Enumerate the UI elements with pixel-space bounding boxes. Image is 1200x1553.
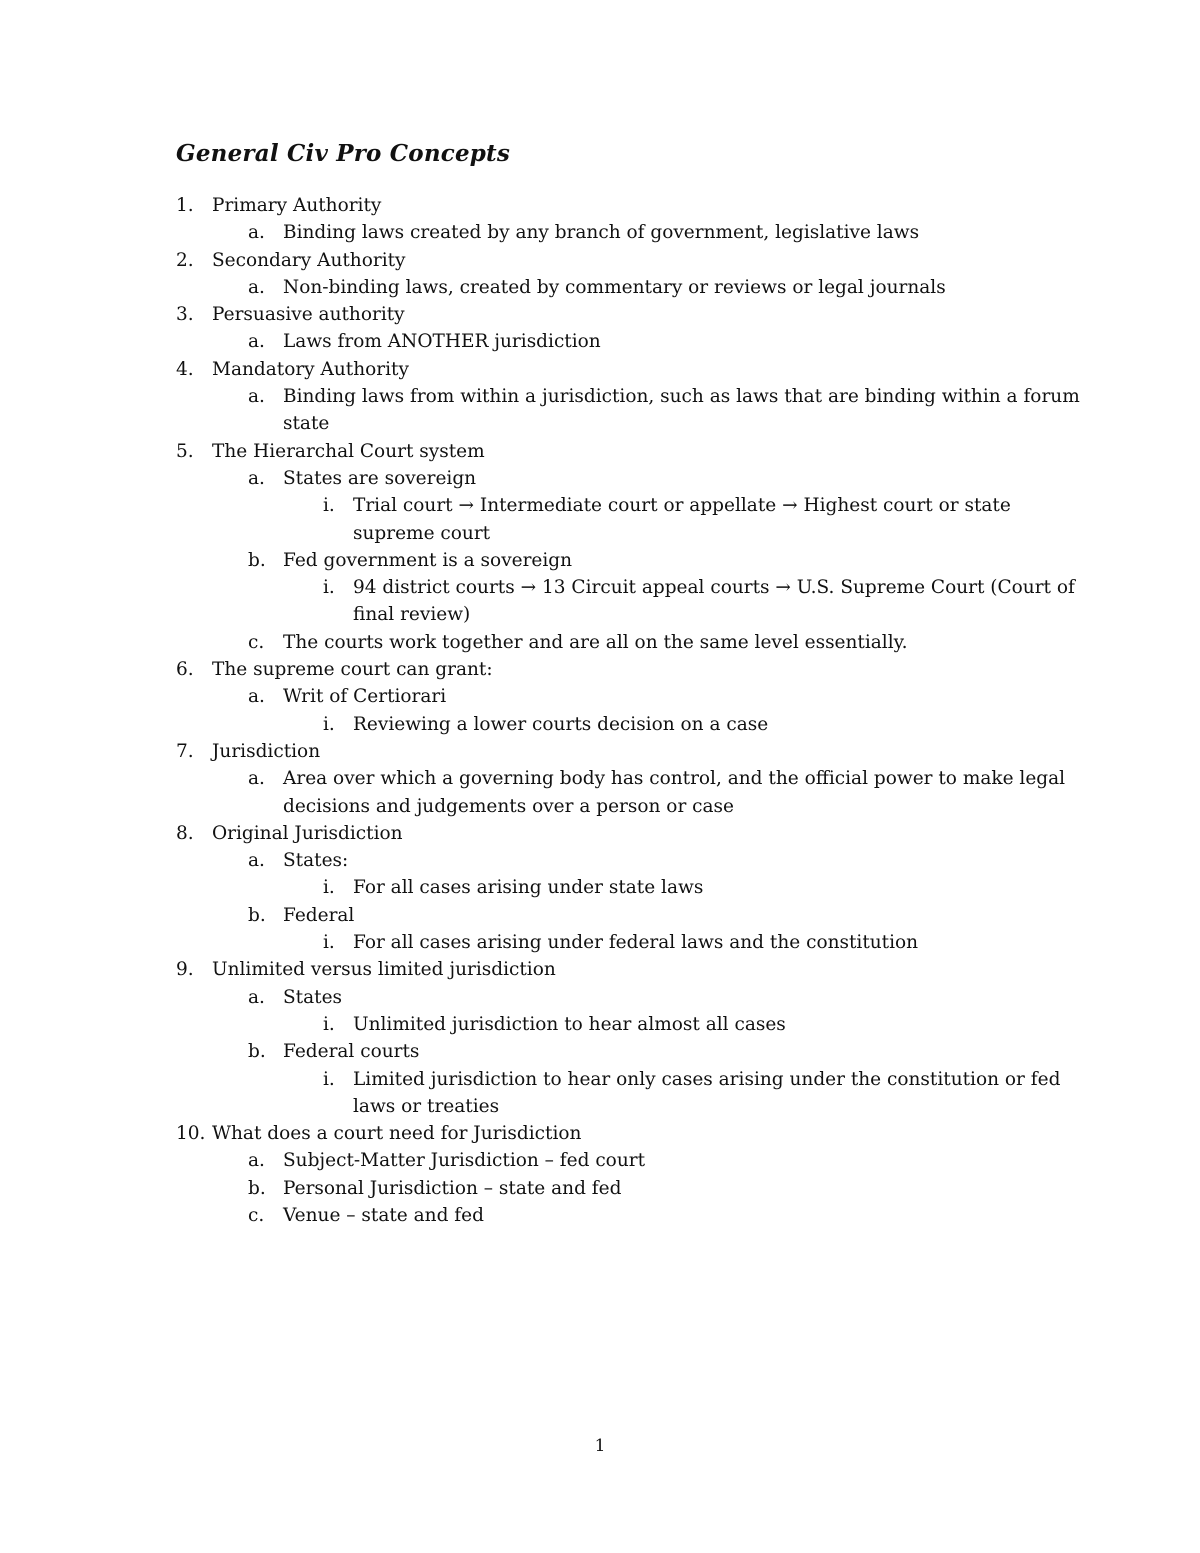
list-item-text: For all cases arising under federal laws and the constitution (353, 932, 919, 954)
list-marker: a. (248, 1150, 265, 1172)
outline-line-level-2 (0, 847, 1200, 874)
outline-line-level-1 (0, 820, 1200, 847)
list-item-text: Unlimited versus limited jurisdiction (212, 959, 556, 981)
list-marker: b. (248, 549, 266, 571)
list-marker: a. (248, 331, 265, 353)
list-item-text: Binding laws created by any branch of government, legislative laws (283, 222, 920, 244)
outline-line-level-3 (0, 1093, 1200, 1120)
list-item-text: Federal (283, 904, 355, 926)
list-item-text: Trial court → Intermediate court or appellate → Highest court or state (353, 495, 1011, 517)
outline-line-level-2 (0, 465, 1200, 492)
list-marker: a. (248, 686, 265, 708)
outline-line-level-1 (0, 656, 1200, 683)
outline-line-level-3 (0, 874, 1200, 901)
list-item-text: supreme court (353, 522, 491, 544)
outline-line-level-2 (0, 1202, 1200, 1229)
outline-line-level-2 (0, 793, 1200, 820)
outline-line-level-3 (0, 929, 1200, 956)
list-marker: i. (323, 713, 335, 735)
list-marker: 2. (176, 249, 194, 271)
outline-line-level-1 (0, 356, 1200, 383)
outline-line-level-2 (0, 328, 1200, 355)
list-marker: b. (248, 1177, 266, 1199)
list-marker: a. (248, 768, 265, 790)
outline-line-level-1 (0, 192, 1200, 219)
list-marker: 8. (176, 822, 194, 844)
list-marker: a. (248, 986, 265, 1008)
outline-line-level-2 (0, 984, 1200, 1011)
list-marker: 9. (176, 959, 194, 981)
outline-line-level-3 (0, 1066, 1200, 1093)
outline-line-level-1 (0, 301, 1200, 328)
outline-line-level-2 (0, 629, 1200, 656)
outline-line-level-2 (0, 1147, 1200, 1174)
list-marker: a. (248, 222, 265, 244)
outline-line-level-2 (0, 683, 1200, 710)
outline-line-level-2 (0, 410, 1200, 437)
list-item-text: Original Jurisdiction (212, 822, 403, 844)
list-item-text: Primary Authority (212, 195, 382, 216)
list-item-text: States (283, 986, 343, 1008)
outline-line-level-2 (0, 274, 1200, 301)
list-marker: a. (248, 850, 265, 872)
list-item-text: Federal courts (283, 1041, 420, 1063)
list-item-text: Fed government is a sovereign (283, 549, 573, 571)
outline-line-level-1 (0, 738, 1200, 765)
list-marker: a. (248, 386, 265, 408)
list-marker: 6. (176, 659, 194, 681)
list-marker: i. (323, 877, 335, 899)
list-marker: a. (248, 276, 265, 298)
list-item-text: Non-binding laws, created by commentary or reviews or legal journals (283, 276, 946, 298)
outline-line-level-2 (0, 383, 1200, 410)
list-marker: c. (248, 631, 265, 653)
list-item-text: States: (283, 850, 349, 872)
list-marker: 3. (176, 304, 194, 326)
list-marker: c. (248, 1204, 265, 1226)
list-marker: 4. (176, 358, 194, 380)
list-item-text: decisions and judgements over a person or case (283, 795, 735, 817)
list-marker: 5. (176, 440, 194, 462)
list-item-text: Venue – state and fed (283, 1204, 484, 1226)
list-item-text: Laws from ANOTHER jurisdiction (283, 331, 601, 353)
list-marker: 10. (176, 1123, 206, 1145)
list-item-text: States are sovereign (283, 467, 477, 489)
list-item-text: Writ of Certiorari (283, 686, 447, 708)
outline-line-level-2 (0, 219, 1200, 246)
outline-line-level-2 (0, 1038, 1200, 1065)
outline-line-level-1 (0, 247, 1200, 274)
outline-list (0, 192, 1200, 1229)
list-item-text: Personal Jurisdiction – state and fed (283, 1177, 622, 1199)
outline-line-level-3 (0, 520, 1200, 547)
page-number: 1 (594, 1436, 606, 1456)
list-item-text: What does a court need for Jurisdiction (212, 1123, 582, 1145)
list-item-text: Jurisdiction (212, 740, 321, 762)
list-item-text: Persuasive authority (212, 304, 405, 326)
list-item-text: Binding laws from within a jurisdiction, such as laws that are binding within a forum (283, 386, 1080, 408)
list-item-text: Area over which a governing body has control, and the official power to make legal (283, 768, 1066, 790)
outline-line-level-3 (0, 1011, 1200, 1038)
outline-line-level-1 (0, 956, 1200, 983)
list-item-text: Subject-Matter Jurisdiction – fed court (283, 1150, 646, 1172)
outline-line-level-2 (0, 1175, 1200, 1202)
list-marker: i. (323, 495, 335, 517)
document-title: General Civ Pro Concepts (176, 140, 511, 167)
list-marker: i. (323, 932, 335, 954)
list-marker: i. (323, 1068, 335, 1090)
list-item-text: laws or treaties (353, 1095, 500, 1117)
list-item-text: The supreme court can grant: (212, 659, 493, 681)
outline-line-level-1 (0, 438, 1200, 465)
list-item-text: The courts work together and are all on the same level essentially. (283, 631, 908, 653)
outline-line-level-3 (0, 711, 1200, 738)
outline-line-level-2 (0, 765, 1200, 792)
list-item-text: Unlimited jurisdiction to hear almost all cases (353, 1013, 786, 1035)
list-marker: i. (323, 577, 335, 599)
list-marker: a. (248, 467, 265, 489)
outline-line-level-2 (0, 902, 1200, 929)
list-item-text: Reviewing a lower courts decision on a case (353, 713, 769, 735)
list-item-text: Mandatory Authority (212, 358, 409, 380)
outline-line-level-3 (0, 574, 1200, 601)
list-item-text: 94 district courts → 13 Circuit appeal courts → U.S. Supreme Court (Court of (353, 577, 1075, 599)
list-item-text: The Hierarchal Court system (212, 440, 485, 462)
list-marker: b. (248, 1041, 266, 1063)
outline-line-level-2 (0, 547, 1200, 574)
list-marker: 1. (176, 195, 194, 216)
outline-line-level-1 (0, 1120, 1200, 1147)
list-item-text: final review) (353, 604, 471, 626)
list-item-text: state (283, 413, 330, 435)
list-item-text: For all cases arising under state laws (353, 877, 704, 899)
list-marker: i. (323, 1013, 335, 1035)
list-item-text: Secondary Authority (212, 249, 406, 271)
list-item-text: Limited jurisdiction to hear only cases arising under the constitution or fed (353, 1068, 1061, 1090)
outline-line-level-3 (0, 492, 1200, 519)
outline-line-level-3 (0, 601, 1200, 628)
list-marker: 7. (176, 740, 194, 762)
list-marker: b. (248, 904, 266, 926)
